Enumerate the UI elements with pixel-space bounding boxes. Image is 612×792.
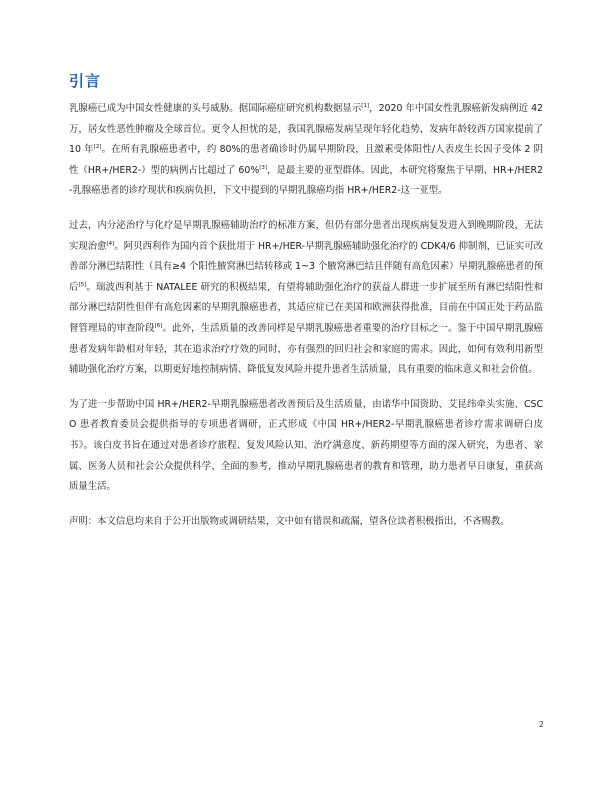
paragraph-text: 为了进一步帮助中国 HR+/HER2-早期乳腺癌患者改善预后及生活质量，由诺华中国资助、艾昆纬牵头实施、CSCO 患者教育委员会提供指导的专项患者调研，正式形成《中国 HR+/HER2-早期乳腺癌患者诊疗需求调研白皮书》。该白皮书旨在通过对患者诊疗旅程、复发风险认知、治疗满意度、新药期望等方面的深入研究，为患者、家属、医务人员和社会公众提供科学、全面的参考，推动早期乳腺癌患者的教育和管理，助力患者早日康复，重获高质量生活。	[69, 398, 543, 493]
citation-reference: [3]	[259, 164, 268, 171]
paragraph-text: 。此外，生活质量的改善同样是早期乳腺癌患者重要的治疗目标之一。鉴于中国早期乳腺癌患者发病年龄相对年轻，其在追求治疗疗效的同时，亦有强烈的回归社会和家庭的需求。因此，如何有效利用新型辅助强化治疗方案，以期更好地控制病情、降低复发风险并提升患者生活质量，具有重要的临床意义和社会价值。	[69, 322, 543, 376]
citation-reference: [5]	[78, 281, 87, 288]
section-heading: 引言	[69, 72, 102, 90]
page-number: 2	[538, 720, 544, 729]
paragraph-text: 过去，内分泌治疗与化疗是早期乳腺癌辅助治疗的标准方案，但仍有部分患者出现疾病复发进入到晚期阶段，无法实现治愈	[69, 219, 543, 252]
citation-reference: [6]	[154, 322, 163, 329]
treatment-paragraph	[69, 216, 543, 381]
paragraph-text: 。瑞波西利基于 NATALEE 研究的积极结果，有望将辅助强化治疗的获益人群进一步扩展至所有淋巴结阳性和部分淋巴结阴性但伴有高危因素的早期乳腺癌患者，其适应症已在美国和欧洲获得批准，目前在中国正处于药品监督管理局的审查阶段	[69, 281, 543, 334]
disclaimer-paragraph	[69, 512, 543, 533]
paragraph-text: 声明：本文信息均来自于公开出版物或调研结果，文中如有错误和疏漏，望各位读者积极指出，不吝赐教。	[69, 515, 510, 527]
whitepaper-paragraph	[69, 395, 543, 498]
paragraph-text: ，2020 年中国女性乳腺癌新发病例近 42 万，居女性恶性肿瘤及全球首位。更令人担忧的是，我国乳腺癌发病呈现年轻化趋势，发病年龄较西方国家提前了 10 年	[69, 103, 544, 156]
citation-reference: [4]	[106, 240, 115, 247]
citation-reference: [1]	[361, 102, 370, 109]
paragraph-text: 。在所有乳腺癌患者中，约 80%的患者确诊时仍属早期阶段，且激素受体阳性/人表皮生长因子受体 2 阴性（HR+/HER2-）型的病例占比超过了 60%	[69, 144, 543, 176]
intro-paragraph	[69, 99, 543, 202]
paragraph-text: ，是最主要的亚型群体。因此，本研究将聚焦于早期、HR+/HER2-乳腺癌患者的诊疗现状和疾病负担，下文中提到的早期乳腺癌均指 HR+/HER2-这一亚型。	[69, 164, 543, 197]
citation-reference: [2]	[93, 144, 102, 151]
paragraph-text: 。阿贝西利作为国内首个获批用于 HR+/HER-早期乳腺癌辅助强化治疗的 CDK4/6 抑制剂，已证实可改善部分淋巴结阳性（具有≥4 个阳性腋窝淋巴结转移或 1~3 个腋窝淋巴结且伴随有高危因素）早期乳腺癌患者的预后	[69, 240, 543, 293]
paragraph-text: 乳腺癌已成为中国女性健康的头号威胁。据国际癌症研究机构数据显示	[69, 103, 362, 114]
body-content	[69, 99, 543, 546]
